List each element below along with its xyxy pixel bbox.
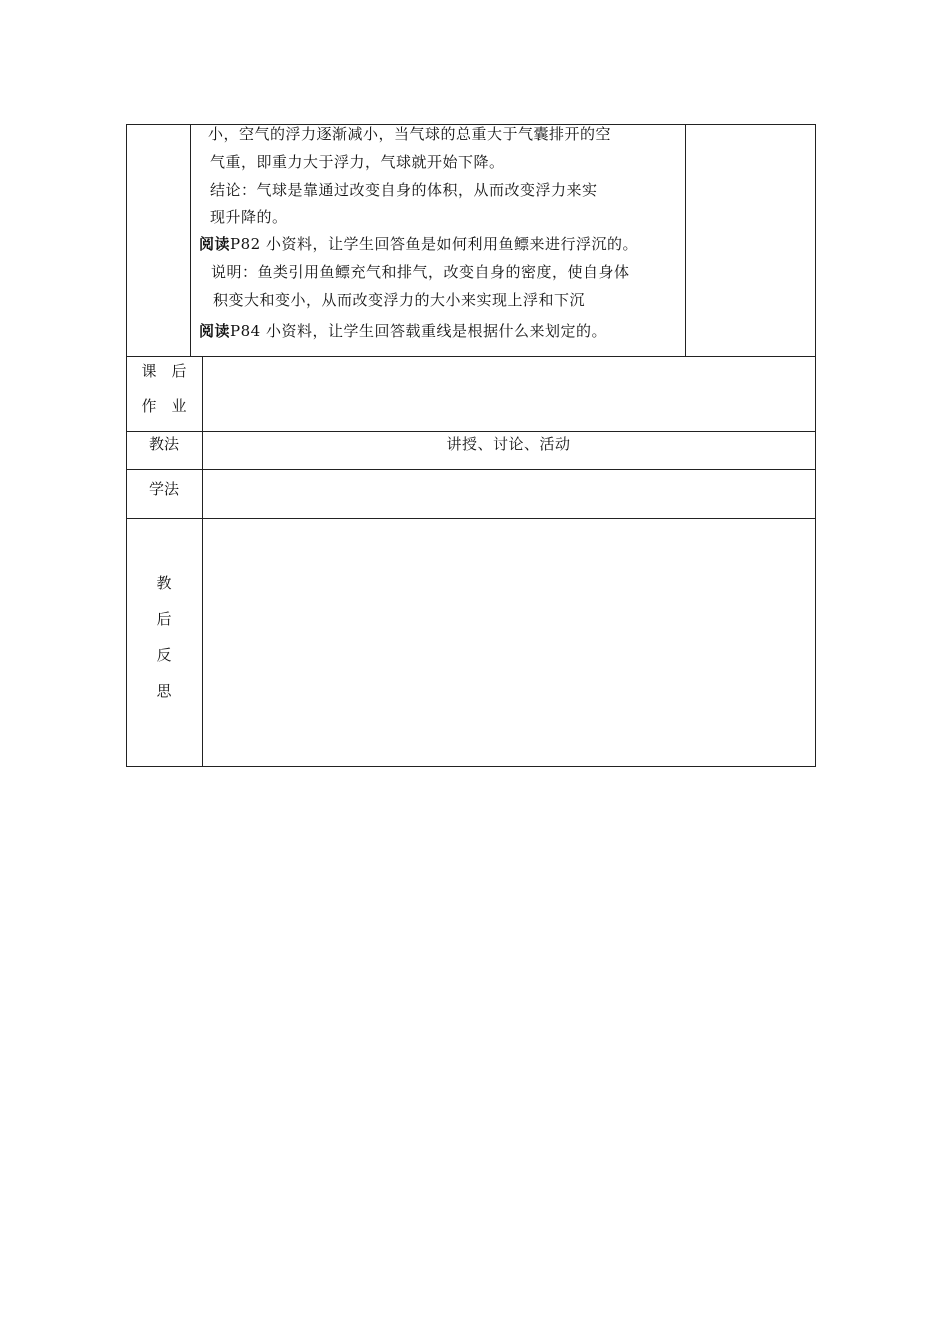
row-separator-4 [126,518,816,519]
row-separator-3 [126,469,816,470]
homework-value-cell [210,362,810,422]
read-prefix-2: 阅读 [199,322,231,340]
row-separator-1 [126,356,816,357]
table-border-right [815,124,816,767]
read-paragraph-2 [199,321,607,341]
content-line-4: 现升降的。 [210,208,288,226]
top-right-column-divider [685,124,686,356]
reflection-label-char-1: 教 [156,574,172,592]
read-text-1: P82 小资料，让学生回答鱼是如何利用鱼鳔来进行浮沉的。 [230,235,638,253]
read-paragraph-1 [199,234,638,254]
reflection-value-cell [210,525,810,760]
reflection-label-char-4: 思 [156,682,172,700]
teaching-method-label: 教法 [148,435,179,453]
row-separator-2 [126,431,816,432]
reflection-label-char-3: 反 [156,646,172,664]
homework-label-line-1: 课 后 [141,362,187,380]
explanation-line-2: 积变大和变小，从而改变浮力的大小来实现上浮和下沉 [213,291,586,309]
learning-method-value-cell [210,476,810,512]
table-border-bottom [126,766,816,767]
reflection-label-char-2: 后 [156,610,172,628]
homework-label-line-2: 作 业 [141,397,187,415]
read-prefix-1: 阅读 [199,235,231,253]
teaching-method-value: 讲授、讨论、活动 [446,435,571,453]
learning-method-label: 学法 [148,480,179,498]
content-line-1: 小，空气的浮力逐渐减小，当气球的总重大于气囊排开的空 [208,125,612,143]
read-text-2: P84 小资料，让学生回答载重线是根据什么来划定的。 [230,322,607,340]
content-line-3: 结论：气球是靠通过改变自身的体积，从而改变浮力来实 [210,181,598,199]
top-left-column-divider [190,124,191,356]
label-column-divider [202,356,203,767]
content-line-2: 气重，即重力大于浮力，气球就开始下降。 [210,153,505,171]
explanation-line-1: 说明：鱼类引用鱼鳔充气和排气，改变自身的密度，使自身体 [211,263,630,281]
